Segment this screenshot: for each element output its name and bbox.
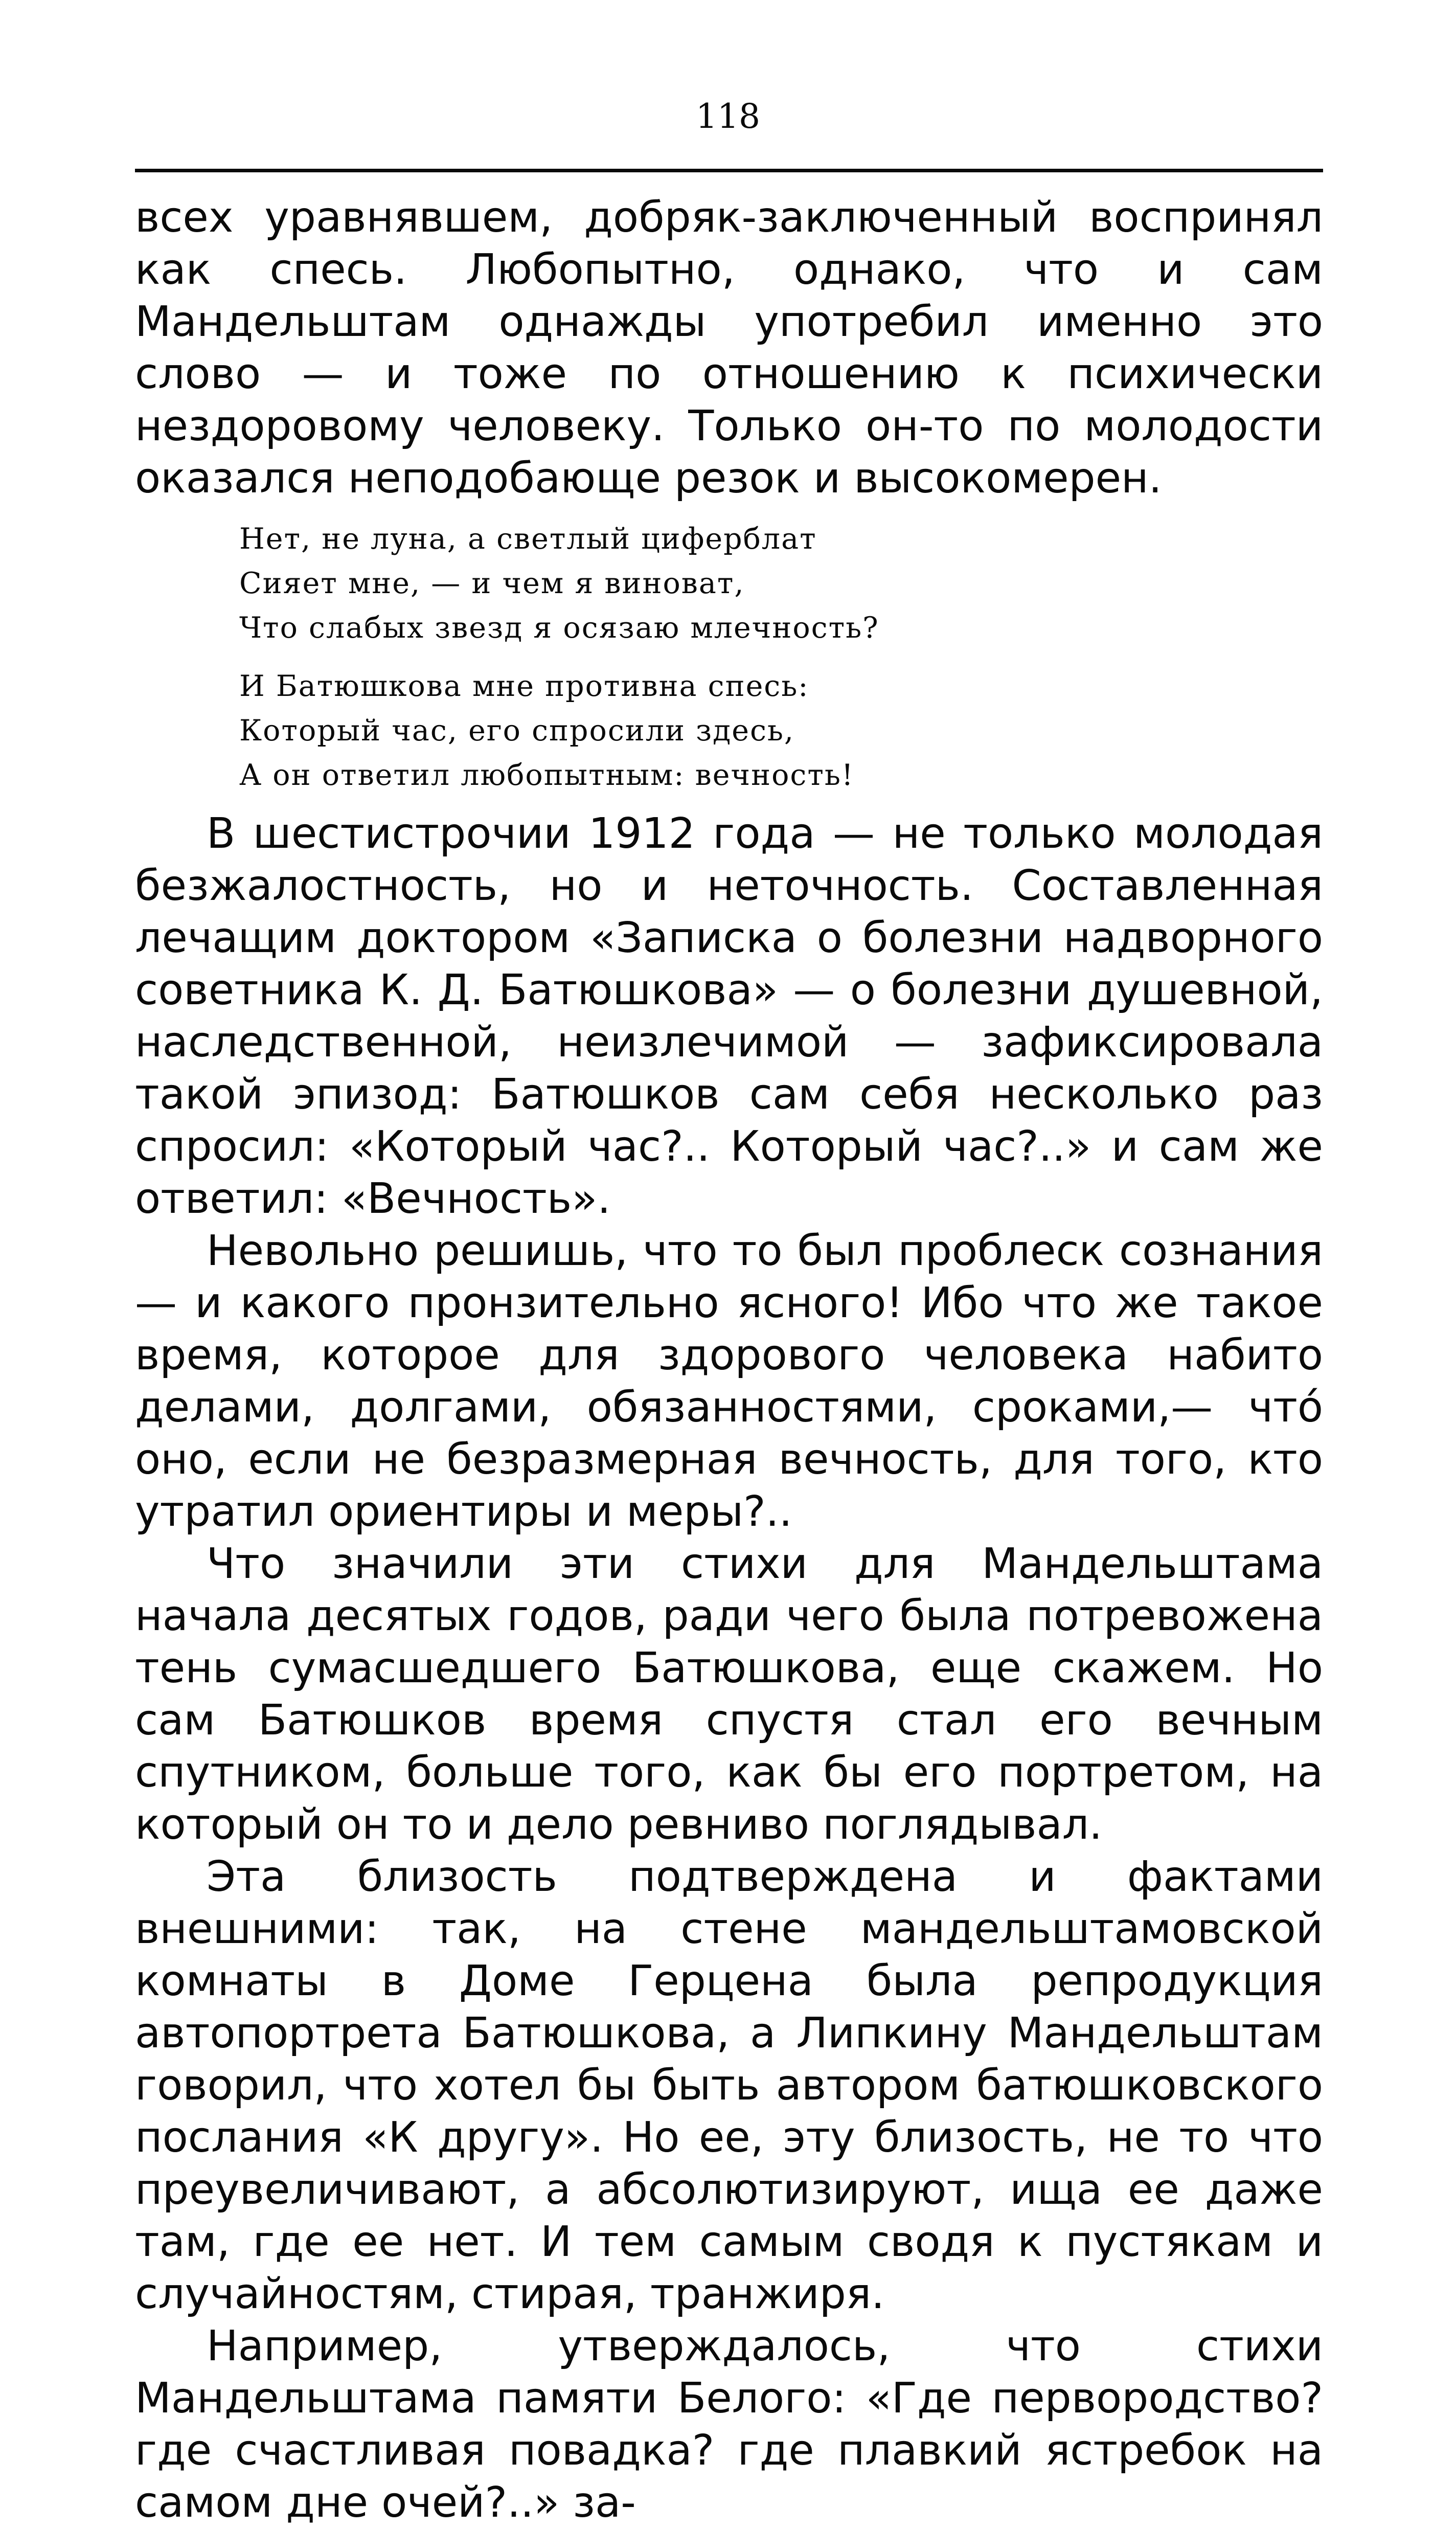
header-rule <box>135 169 1323 172</box>
poem-stanza-1 <box>239 517 879 650</box>
poem-line: А он ответил любопытным: вечность! <box>239 758 854 792</box>
poem-stanza-2 <box>239 664 854 798</box>
page-number: 118 <box>696 97 760 136</box>
poem-line: Что слабых звезд я осязаю млечность? <box>239 611 879 645</box>
paragraph: Например, утверждалось, что стихи Мандельштама памяти Белого: «Где первородство? где счастливая повадка? где плавкий ястребок на самом дне очей?..» за- <box>135 2322 1323 2527</box>
paragraph: Эта близость подтверждена и фактами внешними: так, на стене мандельштамовской комнаты в Доме Герцена была репродукция автопортрета Батюшкова, а Липкину Мандельштам говорил, что хотел бы быть автором батюшковского послания «К другу». Но ее, эту близость, не то что преувеличивают, а абсолютизируют, ища ее даже там, где ее нет. И тем самым сводя к пустякам и случайностям, стирая, транжиря. <box>135 1853 1323 2318</box>
main-text <box>135 808 1323 2529</box>
poem-line: И Батюшкова мне противна спесь: <box>239 669 809 703</box>
poem-line: Который час, его спросили здесь, <box>239 714 795 748</box>
intro-paragraph: всех уравнявшем, добряк-заключенный воспринял как спесь. Любопытно, однако, что и сам Мандельштам однажды употребил именно это слово — и тоже по отношению к психически нездоровому человеку. Только он-то по молодости оказался неподобающе резок и высокомерен. <box>135 193 1323 503</box>
paragraph: Что значили эти стихи для Мандельштама начала десятых годов, ради чего была потревожена тень сумасшедшего Батюшкова, еще скажем. Но сам Батюшков время спустя стал его вечным спутником, больше того, как бы его портретом, на который он то и дело ревниво поглядывал. <box>135 1540 1323 1849</box>
intro-block <box>135 192 1323 505</box>
paragraph: Невольно решишь, что то был проблеск сознания — и какого пронзительно ясного! Ибо что же такое время, которое для здорового человека набито делами, долгами, обязанностями, сроками,— что́ оно, если не безразмерная вечность, для того, кто утратил ориентиры и меры?.. <box>135 1227 1323 1536</box>
poem-line: Нет, не луна, а светлый циферблат <box>239 522 817 556</box>
poem-line: Сияет мне, — и чем я виноват, <box>239 567 745 600</box>
paragraph: В шестистрочии 1912 года — не только молодая безжалостность, но и неточность. Составленная лечащим доктором «Записка о болезни надворного советника К. Д. Батюшкова» — о болезни душевной, наследственной, неизлечимой — зафиксировала такой эпизод: Батюшков сам себя несколько раз спросил: «Который час?.. Который час?..» и сам же ответил: «Вечность». <box>135 809 1323 1223</box>
